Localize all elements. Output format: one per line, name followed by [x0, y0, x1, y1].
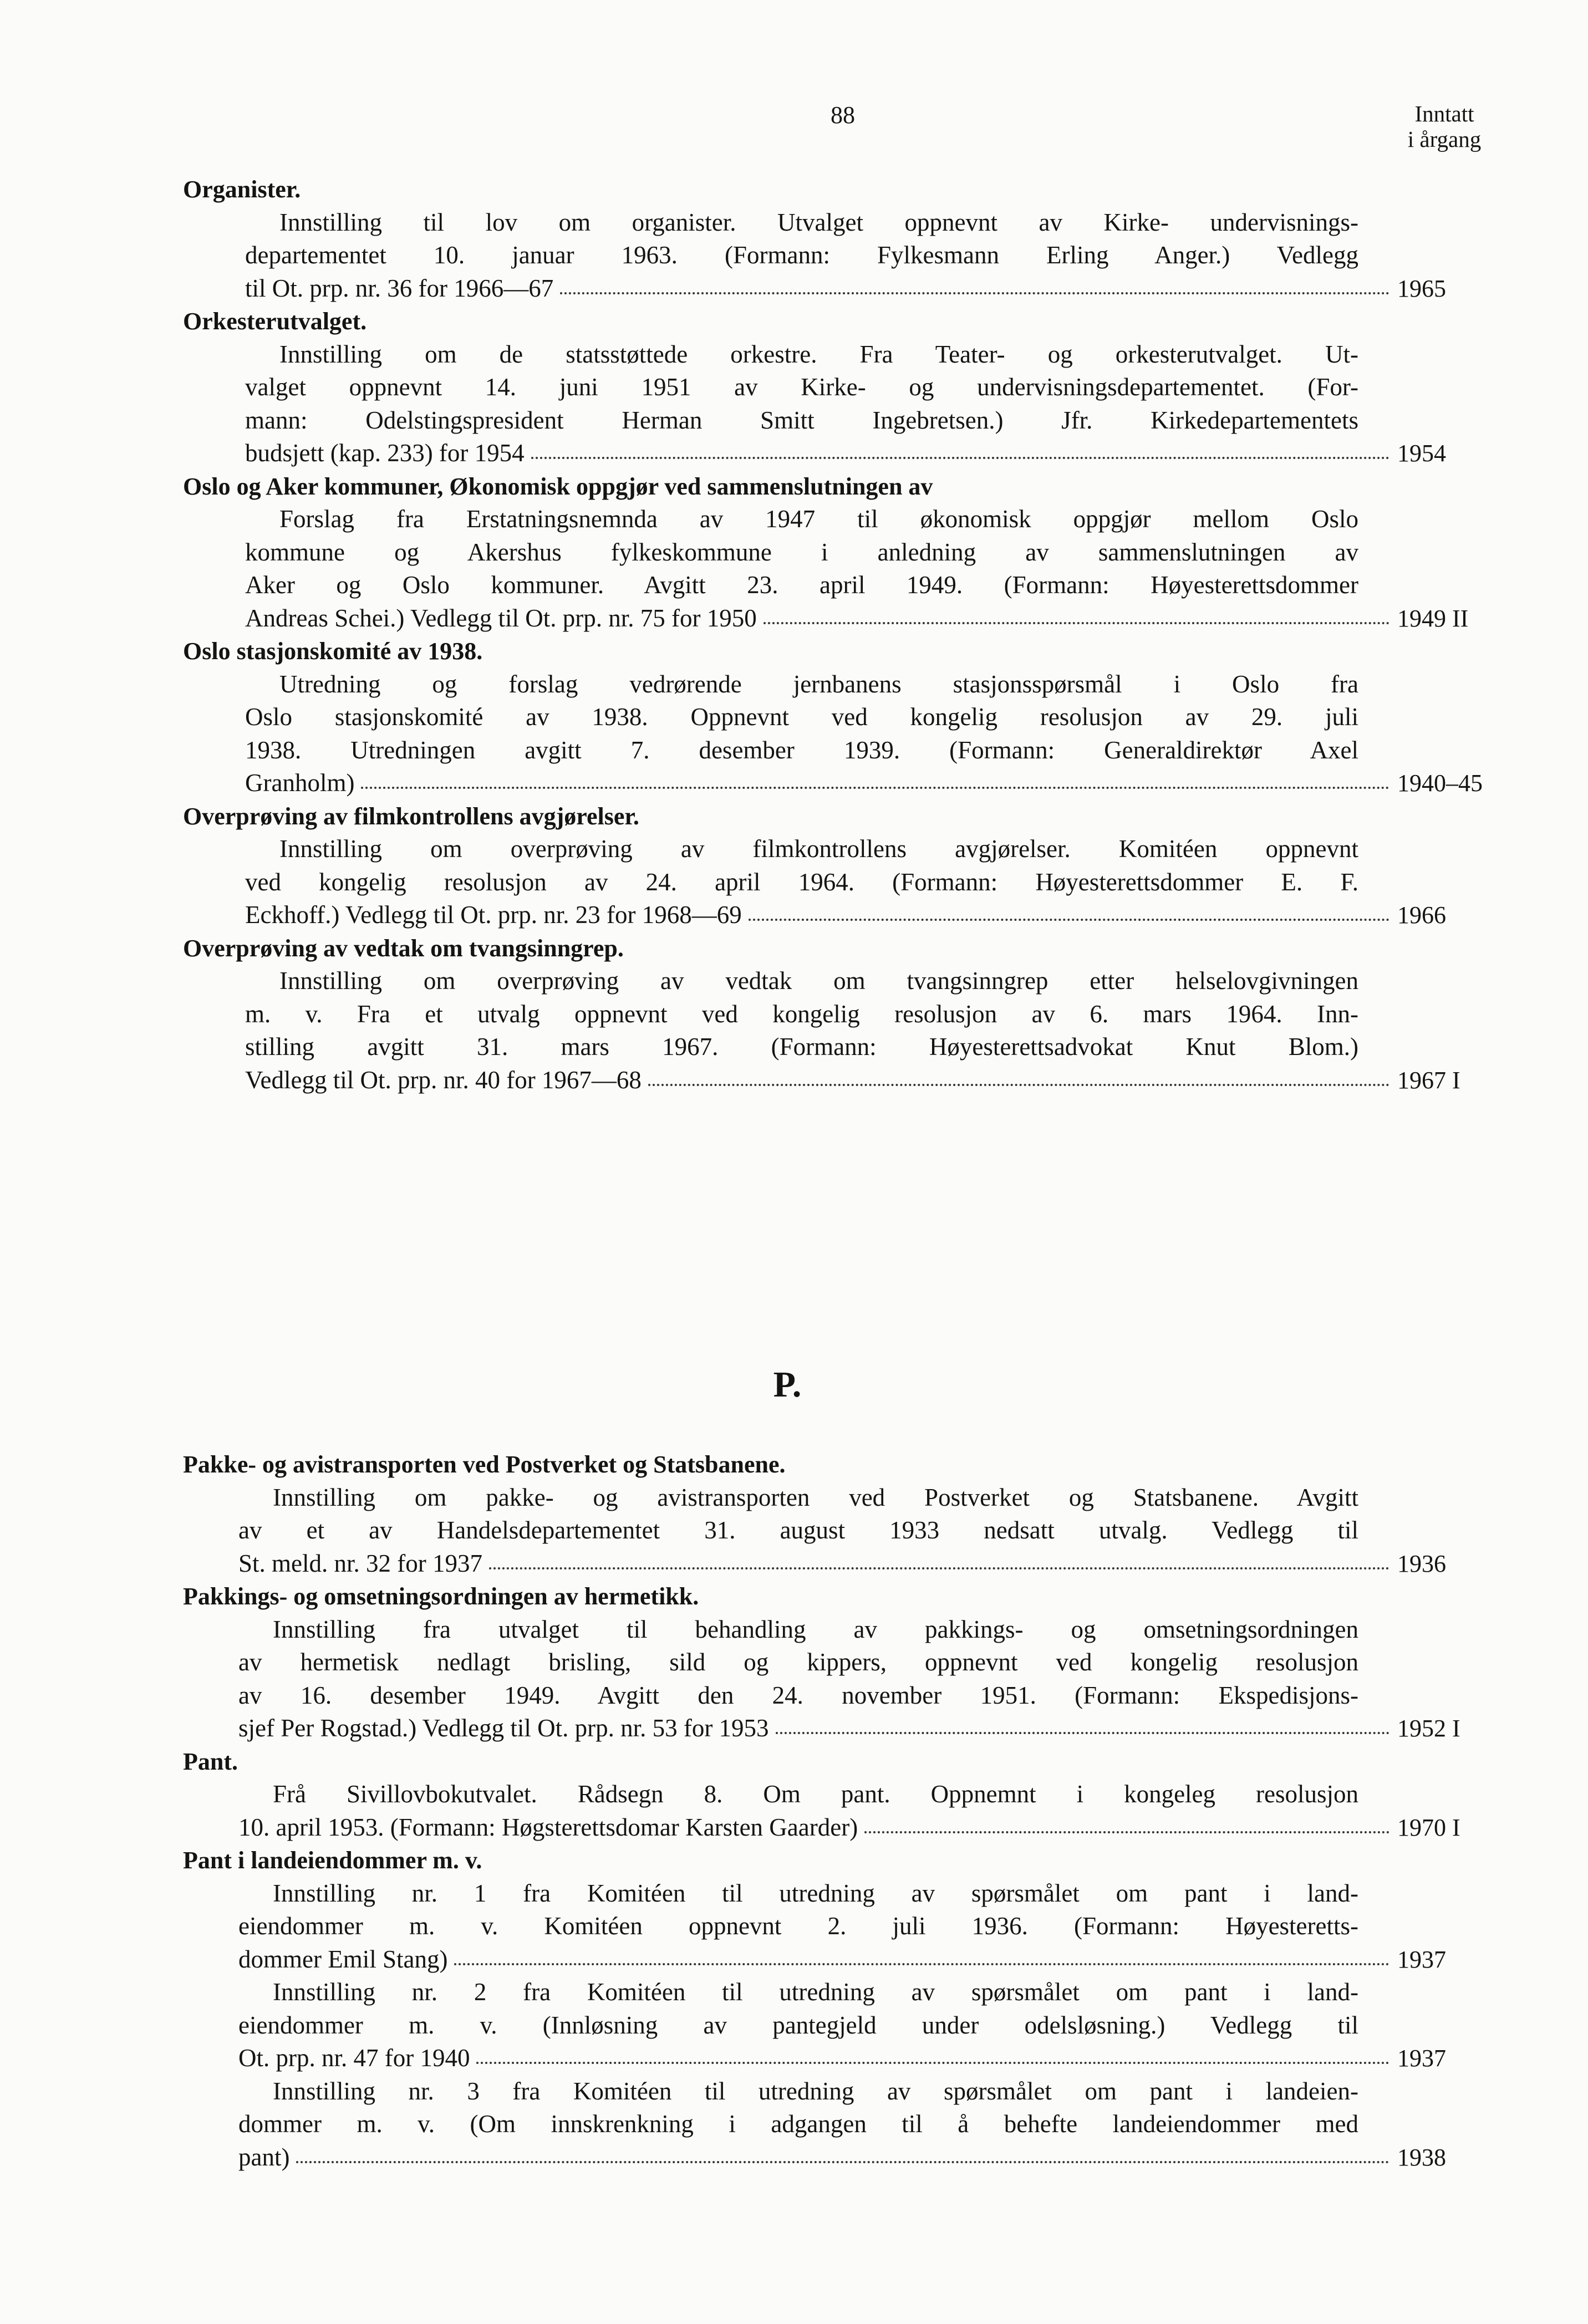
entry-orkesterutvalget — [183, 305, 1497, 470]
column-header-line: Inntatt — [1414, 101, 1474, 126]
entry-heading: Oslo stasjonskomité av 1938. — [183, 638, 483, 665]
entries-o — [183, 173, 1497, 1097]
entry-pakke-og-avistransporten — [183, 1448, 1497, 1580]
section-letter: P. — [773, 1364, 802, 1405]
entry-final-line — [245, 899, 1497, 932]
entry-text-line: 10. april 1953. (Formann: Høgsterettsdomar Karsten Gaarder) — [238, 1813, 858, 1841]
entry-text-line: Andreas Schei.) Vedlegg til Ot. prp. nr. 75 for 1950 — [245, 604, 757, 632]
entry-text-line: Innstilling om pakke- og avistransporten ved Postverket og Statsbanene. Avgitt — [273, 1483, 1358, 1511]
entry-body — [183, 965, 1497, 1097]
entry-oslo-og-aker — [183, 470, 1497, 635]
entry-text-line: Oslo stasjonskomité av 1938. Oppnevnt ved kongelig resolusjon av 29. juli — [245, 703, 1358, 731]
entry-final-line — [238, 2141, 1497, 2174]
dot-leader — [489, 1562, 1390, 1569]
column-header-inntatt — [1392, 101, 1497, 152]
entry-year: 1954 — [1397, 440, 1446, 467]
dot-leader — [864, 1826, 1390, 1833]
entry-body — [183, 503, 1497, 635]
entry-text-line: av et av Handelsdepartementet 31. august 1933 nedsatt utvalg. Vedlegg til — [238, 1516, 1358, 1544]
entry-text-line: Aker og Oslo kommuner. Avgitt 23. april 1949. (Formann: Høyesterettsdommer — [245, 571, 1358, 599]
entry-year: 1949 II — [1397, 604, 1469, 632]
dot-leader — [648, 1078, 1390, 1086]
entry-heading: Pant i landeiendommer m. v. — [183, 1847, 482, 1874]
entry-year: 1940–45 — [1397, 769, 1483, 797]
entry-text-line: kommune og Akershus fylkeskommune i anledning av sammenslutningen av — [245, 538, 1358, 566]
entry-body — [183, 668, 1497, 800]
entry-pakkings-og-omsetningsordningen — [183, 1580, 1497, 1745]
entry-text-line: Frå Sivillovbokutvalet. Rådsegn 8. Om pant. Oppnemnt i kongeleg resolusjon — [273, 1780, 1358, 1808]
entry-body — [183, 1778, 1497, 1844]
entry-body — [183, 833, 1497, 932]
dot-leader — [776, 1726, 1390, 1734]
entry-heading: Overprøving av filmkontrollens avgjørelser. — [183, 802, 639, 830]
entry-text-line: m. v. Fra et utvalg oppnevnt ved kongelig resolusjon av 6. mars 1964. Inn- — [245, 1000, 1358, 1028]
entry-text-line: Innstilling til lov om organister. Utvalget oppnevnt av Kirke- undervisnings- — [279, 208, 1358, 236]
column-header-line: i årgang — [1407, 126, 1482, 152]
entry-text-line: mann: Odelstingspresident Herman Smitt Ingebretsen.) Jfr. Kirkedepartementets — [245, 406, 1358, 434]
entry-text-line: eiendommer m. v. Komitéen oppnevnt 2. juli 1936. (Formann: Høyesteretts- — [238, 1912, 1358, 1940]
entry-text-line: 1938. Utredningen avgitt 7. desember 1939. (Formann: Generaldirektør Axel — [245, 736, 1358, 764]
entry-pant — [183, 1745, 1497, 1844]
entry-text-line: Eckhoff.) Vedlegg til Ot. prp. nr. 23 for 1968—69 — [245, 901, 742, 929]
entry-text-line: Innstilling fra utvalget til behandling av pakkings- og omsetningsordningen — [273, 1615, 1358, 1643]
dot-leader — [454, 1958, 1390, 1965]
page-number: 88 — [831, 101, 855, 129]
entry-text-line: Innstilling om overprøving av vedtak om tvangsinngrep etter helselovgivningen — [279, 967, 1358, 995]
dot-leader — [361, 781, 1390, 789]
dot-leader — [764, 616, 1390, 624]
entry-year: 1936 — [1397, 1550, 1446, 1577]
entry-final-line — [245, 437, 1497, 470]
entry-year: 1937 — [1397, 1945, 1446, 1973]
entry-year: 1966 — [1397, 901, 1446, 929]
entry-text-line: dommer Emil Stang) — [238, 1945, 448, 1973]
entry-final-line — [245, 602, 1497, 635]
entry-text-line: sjef Per Rogstad.) Vedlegg til Ot. prp. nr. 53 for 1953 — [238, 1714, 769, 1742]
entry-final-line — [245, 272, 1497, 305]
entry-oslo-stasjonskomite — [183, 635, 1497, 800]
entry-year: 1967 I — [1397, 1066, 1460, 1094]
entry-year: 1965 — [1397, 274, 1446, 302]
entry-text-line: budsjett (kap. 233) for 1954 — [245, 439, 525, 467]
entry-final-line — [238, 1811, 1497, 1844]
entry-text-line: av 16. desember 1949. Avgitt den 24. november 1951. (Formann: Ekspedisjons- — [238, 1681, 1358, 1709]
entry-heading: Organister. — [183, 176, 301, 203]
entry-text-line: Ot. prp. nr. 47 for 1940 — [238, 2044, 470, 2072]
entry-text-line: ved kongelig resolusjon av 24. april 1964. (Formann: Høyesterettsdommer E. F. — [245, 868, 1358, 896]
dot-leader — [476, 2056, 1390, 2064]
entry-final-line — [238, 1943, 1497, 1976]
entries-p — [183, 1448, 1497, 2174]
entry-text-line: valget oppnevnt 14. juni 1951 av Kirke- og undervisningsdepartementet. (For- — [245, 373, 1358, 401]
entry-year: 1952 I — [1397, 1715, 1460, 1742]
entry-body — [183, 338, 1497, 470]
entry-body — [183, 1877, 1497, 2174]
entry-text-line: dommer m. v. (Om innskrenkning i adgangen til å behefte landeiendommer med — [238, 2110, 1358, 2138]
entry-final-line — [238, 1712, 1497, 1745]
entry-text-line: Vedlegg til Ot. prp. nr. 40 for 1967—68 — [245, 1066, 642, 1094]
entry-body — [183, 1481, 1497, 1581]
entry-text-line: Granholm) — [245, 769, 355, 797]
entry-text-line: av hermetisk nedlagt brisling, sild og kippers, oppnevnt ved kongelig resolusjon — [238, 1648, 1358, 1676]
entry-final-line — [245, 767, 1497, 800]
entry-heading: Oslo og Aker kommuner, Økonomisk oppgjør ved sammenslutningen av — [183, 472, 933, 500]
dot-leader — [296, 2155, 1390, 2163]
entry-text-line: Forslag fra Erstatningsnemnda av 1947 til økonomisk oppgjør mellom Oslo — [279, 505, 1358, 533]
entry-text-line: Utredning og forslag vedrørende jernbanens stasjonsspørsmål i Oslo fra — [279, 670, 1358, 698]
entry-overproving-filmkontroll — [183, 800, 1497, 932]
dot-leader — [749, 913, 1390, 921]
entry-text-line: til Ot. prp. nr. 36 for 1966—67 — [245, 274, 554, 302]
entry-text-line: Innstilling om overprøving av filmkontrollens avgjørelser. Komitéen oppnevnt — [279, 835, 1358, 863]
entry-text-line: stilling avgitt 31. mars 1967. (Formann: Høyesterettsadvokat Knut Blom.) — [245, 1033, 1358, 1061]
entry-heading: Pant. — [183, 1747, 238, 1775]
entry-organister — [183, 173, 1497, 305]
dot-leader — [531, 451, 1390, 459]
entry-heading: Pakkings- og omsetningsordningen av hermetikk. — [183, 1583, 699, 1610]
entry-text-line: departementet 10. januar 1963. (Formann: Fylkesmann Erling Anger.) Vedlegg — [245, 241, 1358, 269]
entry-body — [183, 206, 1497, 305]
entry-text-line: Innstilling nr. 3 fra Komitéen til utredning av spørsmålet om pant i landeien- — [273, 2077, 1358, 2105]
entry-year: 1938 — [1397, 2143, 1446, 2171]
entry-year: 1970 I — [1397, 1813, 1460, 1841]
entry-final-line — [238, 2042, 1497, 2075]
entry-text-line: eiendommer m. v. (Innløsning av pantegjeld under odelsløsning.) Vedlegg til — [238, 2011, 1358, 2039]
dot-leader — [560, 287, 1390, 294]
entry-heading: Overprøving av vedtak om tvangsinngrep. — [183, 934, 624, 962]
entry-heading: Pakke- og avistransporten ved Postverket og Statsbanene. — [183, 1451, 786, 1478]
entry-text-line: Innstilling nr. 1 fra Komitéen til utredning av spørsmålet om pant i land- — [273, 1879, 1358, 1907]
entry-text-line: Innstilling om de statsstøttede orkestre. Fra Teater- og orkesterutvalget. Ut- — [279, 340, 1358, 368]
entry-text-line: St. meld. nr. 32 for 1937 — [238, 1549, 482, 1577]
entry-text-line: Innstilling nr. 2 fra Komitéen til utredning av spørsmålet om pant i land- — [273, 1978, 1358, 2006]
entry-body — [183, 1613, 1497, 1745]
entry-overproving-tvangsinngrep — [183, 932, 1497, 1097]
entry-pant-i-landeiendommer — [183, 1844, 1497, 2174]
entry-year: 1937 — [1397, 2045, 1446, 2072]
entry-final-line — [245, 1064, 1497, 1097]
entry-heading: Orkesterutvalget. — [183, 308, 367, 335]
entry-text-line: pant) — [238, 2143, 290, 2171]
entry-final-line — [238, 1547, 1497, 1581]
